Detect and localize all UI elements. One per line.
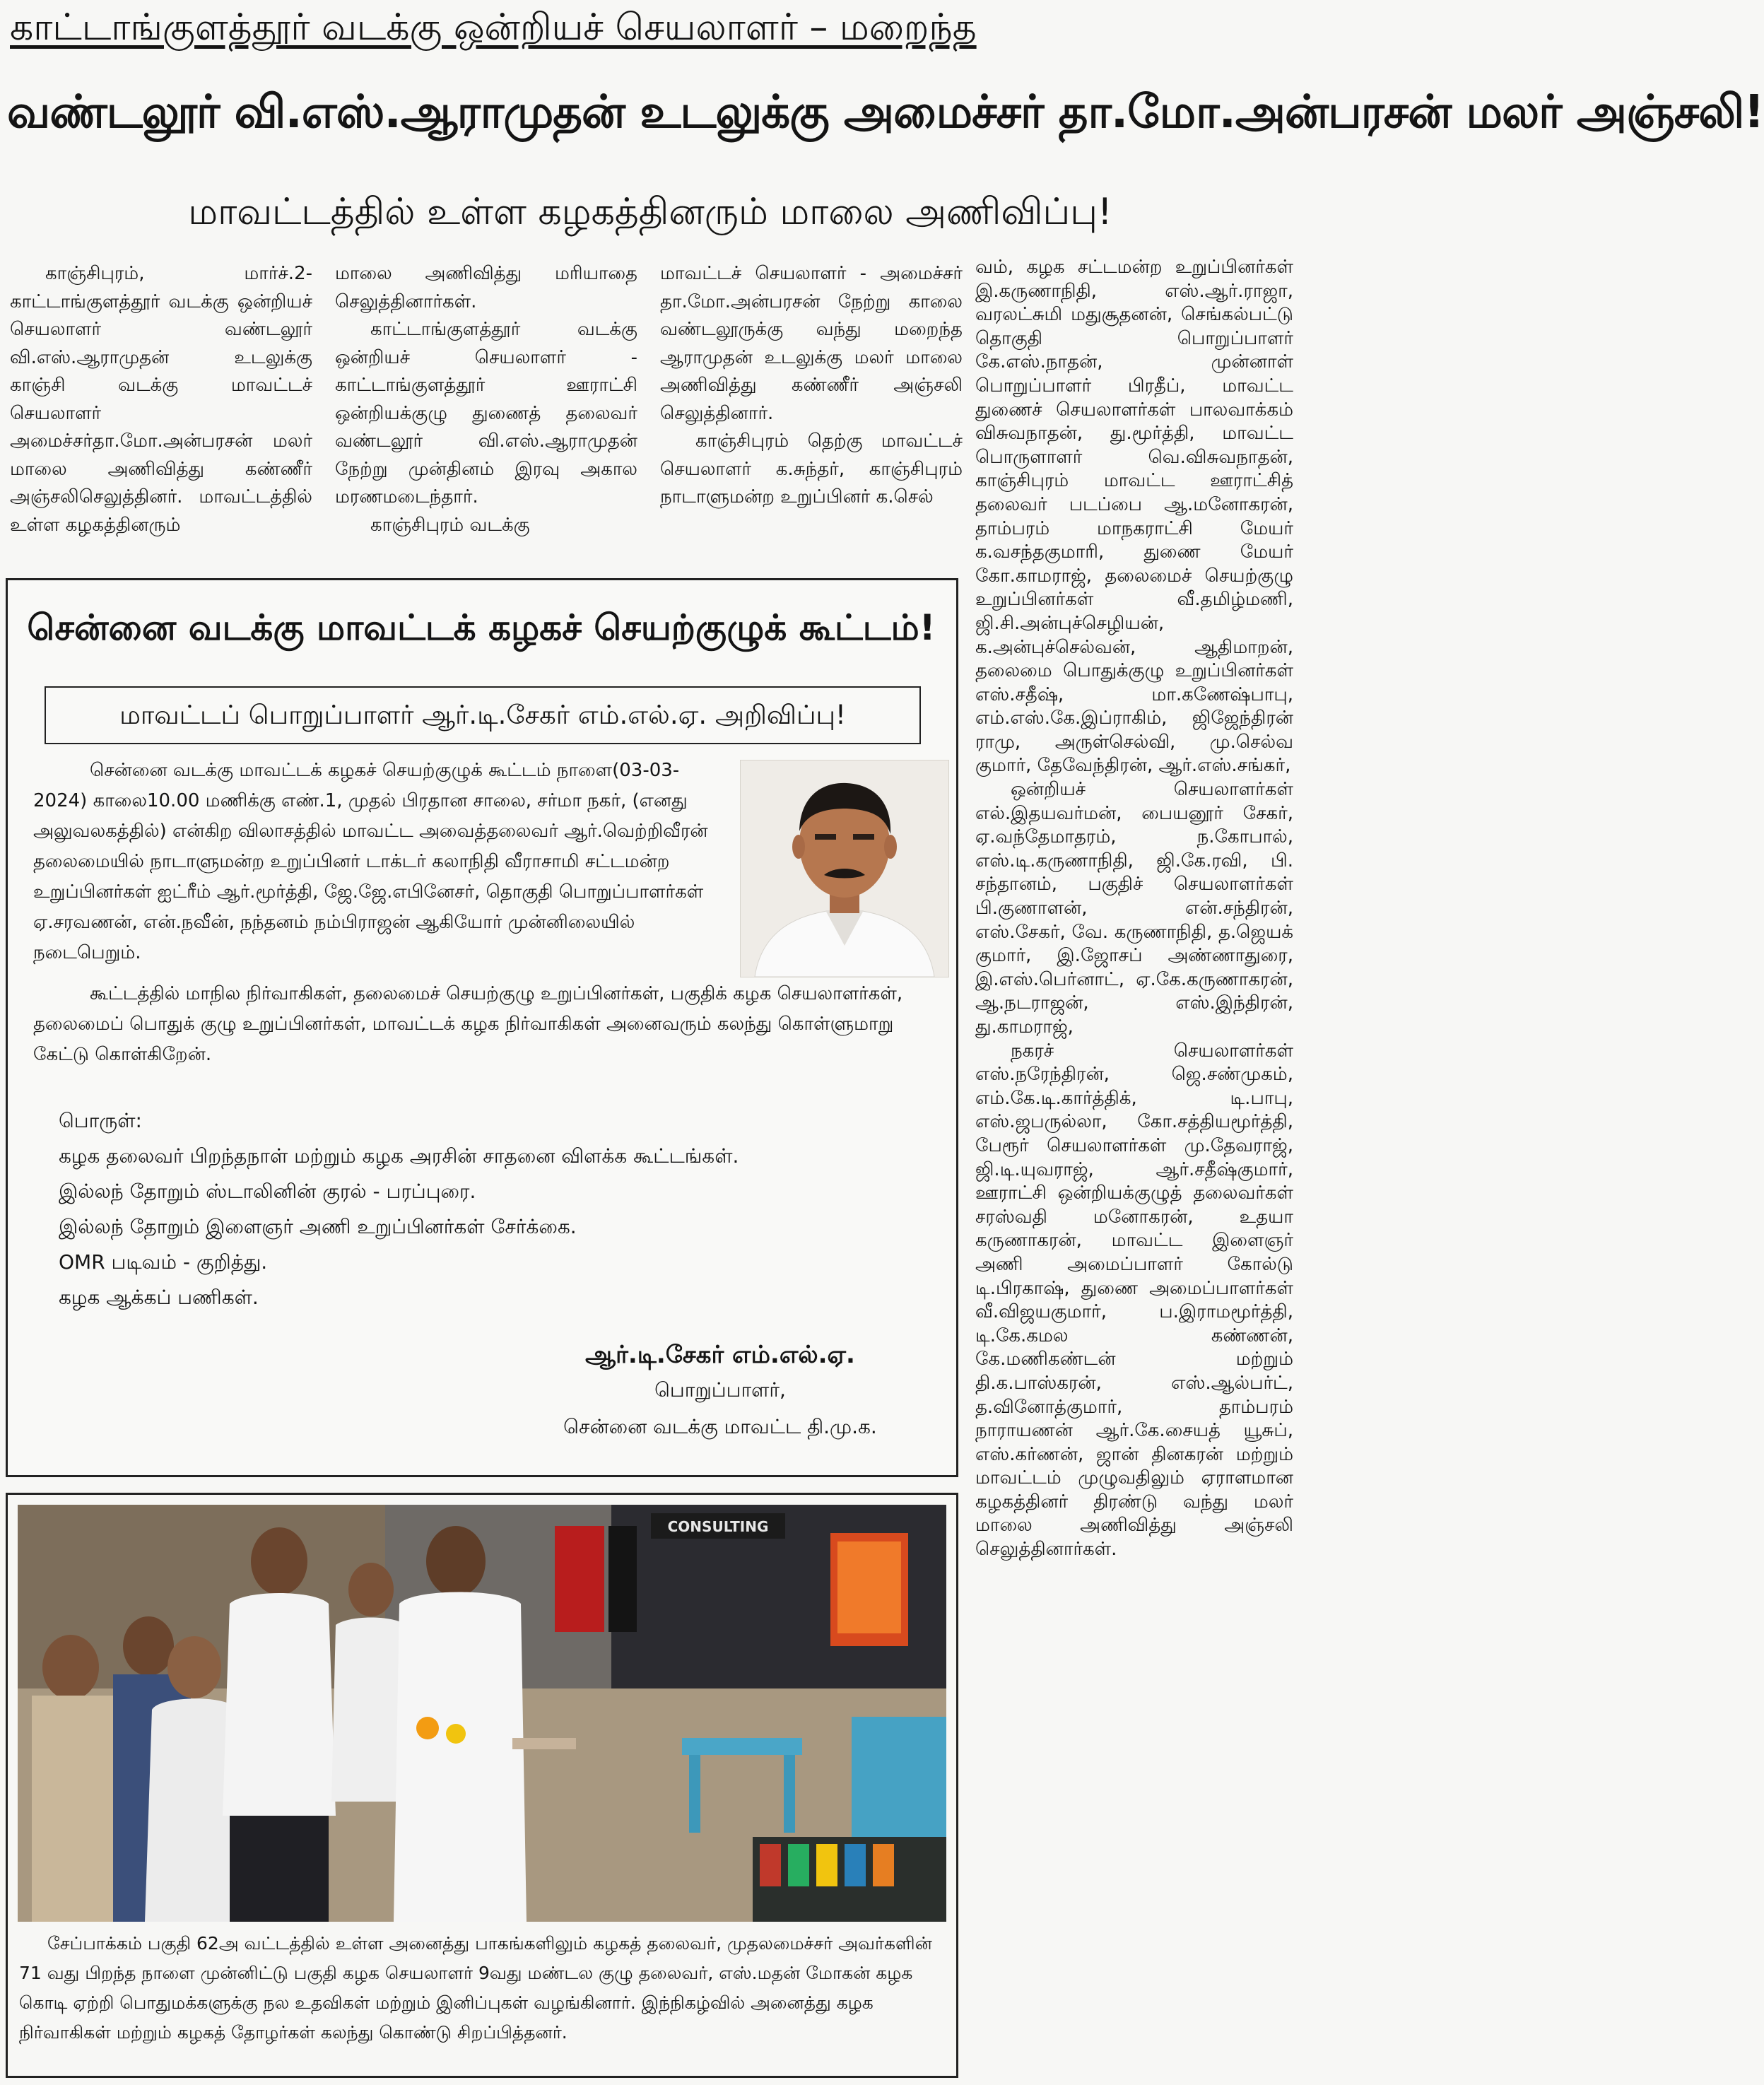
photo-caption (19, 1929, 945, 2048)
article-kicker: காட்டாங்குளத்தூர் வடக்கு ஒன்றியச் செயலாளர் – மறைந்த (10, 6, 977, 49)
article-paragraph: வம், கழக சட்டமன்ற உறுப்பினர்கள் இ.கருணாநிதி, எஸ்.ஆர்.ராஜா, வரலட்சுமி மதுசூதனன், செங்கல்பட்டு தொகுதி பொறுப்பாளர் கே.எஸ்.நாதன், முன்னாள் பொறுப்பாளர் பிரதீப், மாவட்ட துணைச் செயலாளர்கள் பாலவாக்கம் விசுவநாதன், து.மூர்த்தி, மாவட்ட பொருளாளர் வெ.விசுவநாதன், காஞ்சிபுரம் மாவட்ட ஊராட்சித் தலைவர் படப்பை ஆ.மனோகரன், தாம்பரம் மாநகராட்சி மேயர் க.வசந்தகுமாரி, துணை மேயர் கோ.காமராஜ், தலைமைச் செயற்குழு உறுப்பினர்கள் வீ.தமிழ்மணி, ஜி.சி.அன்புச்செழியன், க.அன்புச்செல்வன், ஆதிமாறன், தலைமை பொதுக்குழு உறுப்பினர்கள் எஸ்.சதீஷ், மா.கணேஷ்பாபு, எம்.எஸ்.கே.இப்ராகிம், ஜிஜேந்திரன் ராமு, அருள்செல்வி, மு.செல்வ குமார், தேவேந்திரன், ஆர்.எஸ்.சங்கர், (975, 257, 1293, 777)
article-paragraph: மாவட்டச் செயலாளர் - அமைச்சர் தா.மோ.அன்பரசன் நேற்று காலை வண்டலூருக்கு வந்து மறைந்த ஆராமுதன் உடலுக்கு மலர் மாலை அணிவித்து கண்ணீர் அஞ்சலி செலுத்தினார். (660, 263, 963, 424)
article-paragraph: ஒன்றியச் செயலாளர்கள் எல்.இதயவர்மன், பையனூர் சேகர், ஏ.வந்தேமாதரம், ந.கோபால், எஸ்.டி.கருணாநிதி, ஜி.கே.ரவி, பி. சந்தானம், பகுதிச் செயலாளர்கள் பி.குணாளன், என்.சந்திரன், எஸ்.சேகர், வே. கருணாநிதி, த.ஜெயக் குமார், இ.ஜோசப் அண்ணாதுரை, இ.எஸ்.பெர்னாட், ஏ.கே.கருணாகரன், ஆ.நடராஜன், எஸ்.இந்திரன், து.காமராஜ், (975, 779, 1293, 1038)
article-paragraph: காஞ்சிபுரம், மார்ச்.2- காட்டாங்குளத்தூர் வடக்கு ஒன்றியச் செயலாளர் வண்டலூர் வி.எஸ்.ஆராமுதன் உடலுக்கு காஞ்சி வடக்கு மாவட்டச் செயலாளர் அமைச்சர்தா.மோ.அன்பரசன் மலர் மாலை அணிவித்து கண்ணீர் அஞ்சலிசெலுத்தினர். மாவட்டத்தில் உள்ள கழகத்தினரும் (10, 263, 312, 536)
notice-body-1 (33, 756, 726, 968)
agenda-list (59, 1103, 949, 1315)
article-subheadline: மாவட்டத்தில் உள்ள கழகத்தினரும் மாலை அணிவிப்பு! (188, 191, 1112, 233)
agenda-item: OMR படிவம் - குறித்து. (59, 1250, 268, 1274)
agenda-label: பொருள்: (59, 1109, 142, 1132)
article-column-1 (10, 260, 312, 557)
signer-org: சென்னை வடக்கு மாவட்ட தி.மு.க. (563, 1415, 877, 1438)
portrait-photo (740, 760, 949, 977)
portrait-illustration (741, 760, 948, 977)
article-paragraph: மாலை அணிவித்து மரியாதை செலுத்தினார்கள். (335, 263, 637, 312)
notice-subtitle: மாவட்டப் பொறுப்பாளர் ஆர்.டி.சேகர் எம்.எல்.ஏ. அறிவிப்பு! (45, 686, 921, 744)
notice-title: சென்னை வடக்கு மாவட்டக் கழகச் செயற்குழுக் கூட்டம்! (27, 607, 936, 648)
event-photo-illustration (18, 1505, 946, 1922)
article-headline: வண்டலூர் வி.எஸ்.ஆராமுதன் உடலுக்கு அமைச்சர் தா.மோ.அன்பரசன் மலர் அஞ்சலி! (7, 86, 1764, 139)
notice-box (6, 578, 958, 1477)
article-column-2 (335, 260, 637, 557)
article-paragraph: காஞ்சிபுரம் தெற்கு மாவட்டச் செயலாளர் க.சுந்தர், காஞ்சிபுரம் நாடாளுமன்ற உறுப்பினர் க.செல் (660, 430, 963, 507)
article-column-right (975, 256, 1293, 2079)
agenda-item: இல்லந் தோறும் ஸ்டாலினின் குரல் - பரப்புரை. (59, 1180, 476, 1203)
shop-sign: CONSULTING (667, 1518, 769, 1535)
article-paragraph: காஞ்சிபுரம் வடக்கு (370, 514, 530, 536)
notice-body-2 (33, 979, 952, 1070)
event-photo (18, 1505, 946, 1922)
article-paragraph: காட்டாங்குளத்தூர் வடக்கு ஒன்றியச் செயலாளர் - காட்டாங்குளத்தூர் ஊராட்சி ஒன்றியக்குழு துணைத் தலைவர் வண்டலூர் வி.எஸ்.ஆராமுதன் நேற்று முன்தினம் இரவு அகால மரணமடைந்தார். (335, 319, 637, 507)
agenda-item: கழக ஆக்கப் பணிகள். (59, 1286, 259, 1309)
caption-paragraph: சேப்பாக்கம் பகுதி 62அ வட்டத்தில் உள்ள அனைத்து பாகங்களிலும் கழகத் தலைவர், முதலமைச்சர் அவர்களின் 71 வது பிறந்த நாளை முன்னிட்டு பகுதி கழக செயலாளர் 9வது மண்டல குழு தலைவர், எஸ்.மதன் மோகன் கழக கொடி ஏற்றி பொதுமக்களுக்கு நல உதவிகள் மற்றும் இனிப்புகள் வழங்கினார். இந்நிகழ்வில் அனைத்து கழக நிர்வாகிகள் மற்றும் கழகத் தோழர்கள் கலந்து கொண்டு சிறப்பித்தனர். (19, 1933, 932, 2043)
article-column-3 (660, 260, 963, 557)
agenda-item: கழக தலைவர் பிறந்தநாள் மற்றும் கழக அரசின் சாதனை விளக்க கூட்டங்கள். (59, 1144, 739, 1168)
notice-paragraph: சென்னை வடக்கு மாவட்டக் கழகச் செயற்குழுக் கூட்டம் நாளை(03-03-2024) காலை10.00 மணிக்கு எண்.1, முதல் பிரதான சாலை, சர்மா நகர், (எனது அலுவலகத்தில்) என்கிற விலாசத்தில் மாவட்ட அவைத்தலைவர் ஆர்.வெற்றிவீரன் தலைமையில் நாடாளுமன்ற உறுப்பினர் டாக்டர் கலாநிதி வீராசாமி சட்டமன்ற உறுப்பினர்கள் ஐட்ரீம் ஆர்.மூர்த்தி, ஜே.ஜே.எபினேசர், தொகுதி பொறுப்பாளர்கள் ஏ.சரவணன், என்.நவீன், நந்தனம் நம்பிராஜன் ஆகியோர் முன்னிலையில் நடைபெறும். (33, 760, 708, 963)
signer-name: ஆர்.டி.சேகர் எம்.எல்.ஏ. (585, 1341, 855, 1369)
notice-paragraph: கூட்டத்தில் மாநில நிர்வாகிகள், தலைமைச் செயற்குழு உறுப்பினர்கள், பகுதிக் கழக செயலாளர்கள், தலைமைப் பொதுக் குழு உறுப்பினர்கள், மாவட்டக் கழக நிர்வாகிகள் அனைவரும் கலந்து கொள்ளுமாறு கேட்டு கொள்கிறேன். (33, 983, 903, 1065)
signature-block (501, 1338, 939, 1445)
signer-role: பொறுப்பாளர், (654, 1378, 786, 1402)
event-photo-box (6, 1493, 958, 2078)
article-paragraph: நகரச் செயலாளர்கள் எஸ்.நரேந்திரன், ஜெ.சண்முகம், எம்.கே.டி.கார்த்திக், டி.பாபு, எஸ்.ஜபருல்லா, கோ.சத்தியமூர்த்தி, பேரூர் செயலாளர்கள் மு.தேவராஜ், ஜி.டி.யுவராஜ், ஆர்.சதீஷ்குமார், ஊராட்சி ஒன்றியக்குழுத் தலைவர்கள் சரஸ்வதி மனோகரன், உதயா கருணாகரன், மாவட்ட இளைஞர் அணி அமைப்பாளர் கோல்டு டி.பிரகாஷ், துணை அமைப்பாளர்கள் வீ.விஜயகுமார், ப.இராமமூர்த்தி, டி.கே.கமல கண்ணன், கே.மணிகண்டன் மற்றும் தி.க.பாஸ்கரன், எஸ்.ஆல்பர்ட், த.வினோத்குமார், தாம்பரம் நாராயணன் ஆர்.கே.சையத் யூசுப், எஸ்.கர்ணன், ஜான் தினகரன் மற்றும் மாவட்டம் முழுவதிலும் ஏராளமான கழகத்தினர் திரண்டு வந்து மலர் மாலை அணிவித்து அஞ்சலி செலுத்தினார்கள். (975, 1040, 1293, 1561)
agenda-item: இல்லந் தோறும் இளைஞர் அணி உறுப்பினர்கள் சேர்க்கை. (59, 1215, 577, 1238)
